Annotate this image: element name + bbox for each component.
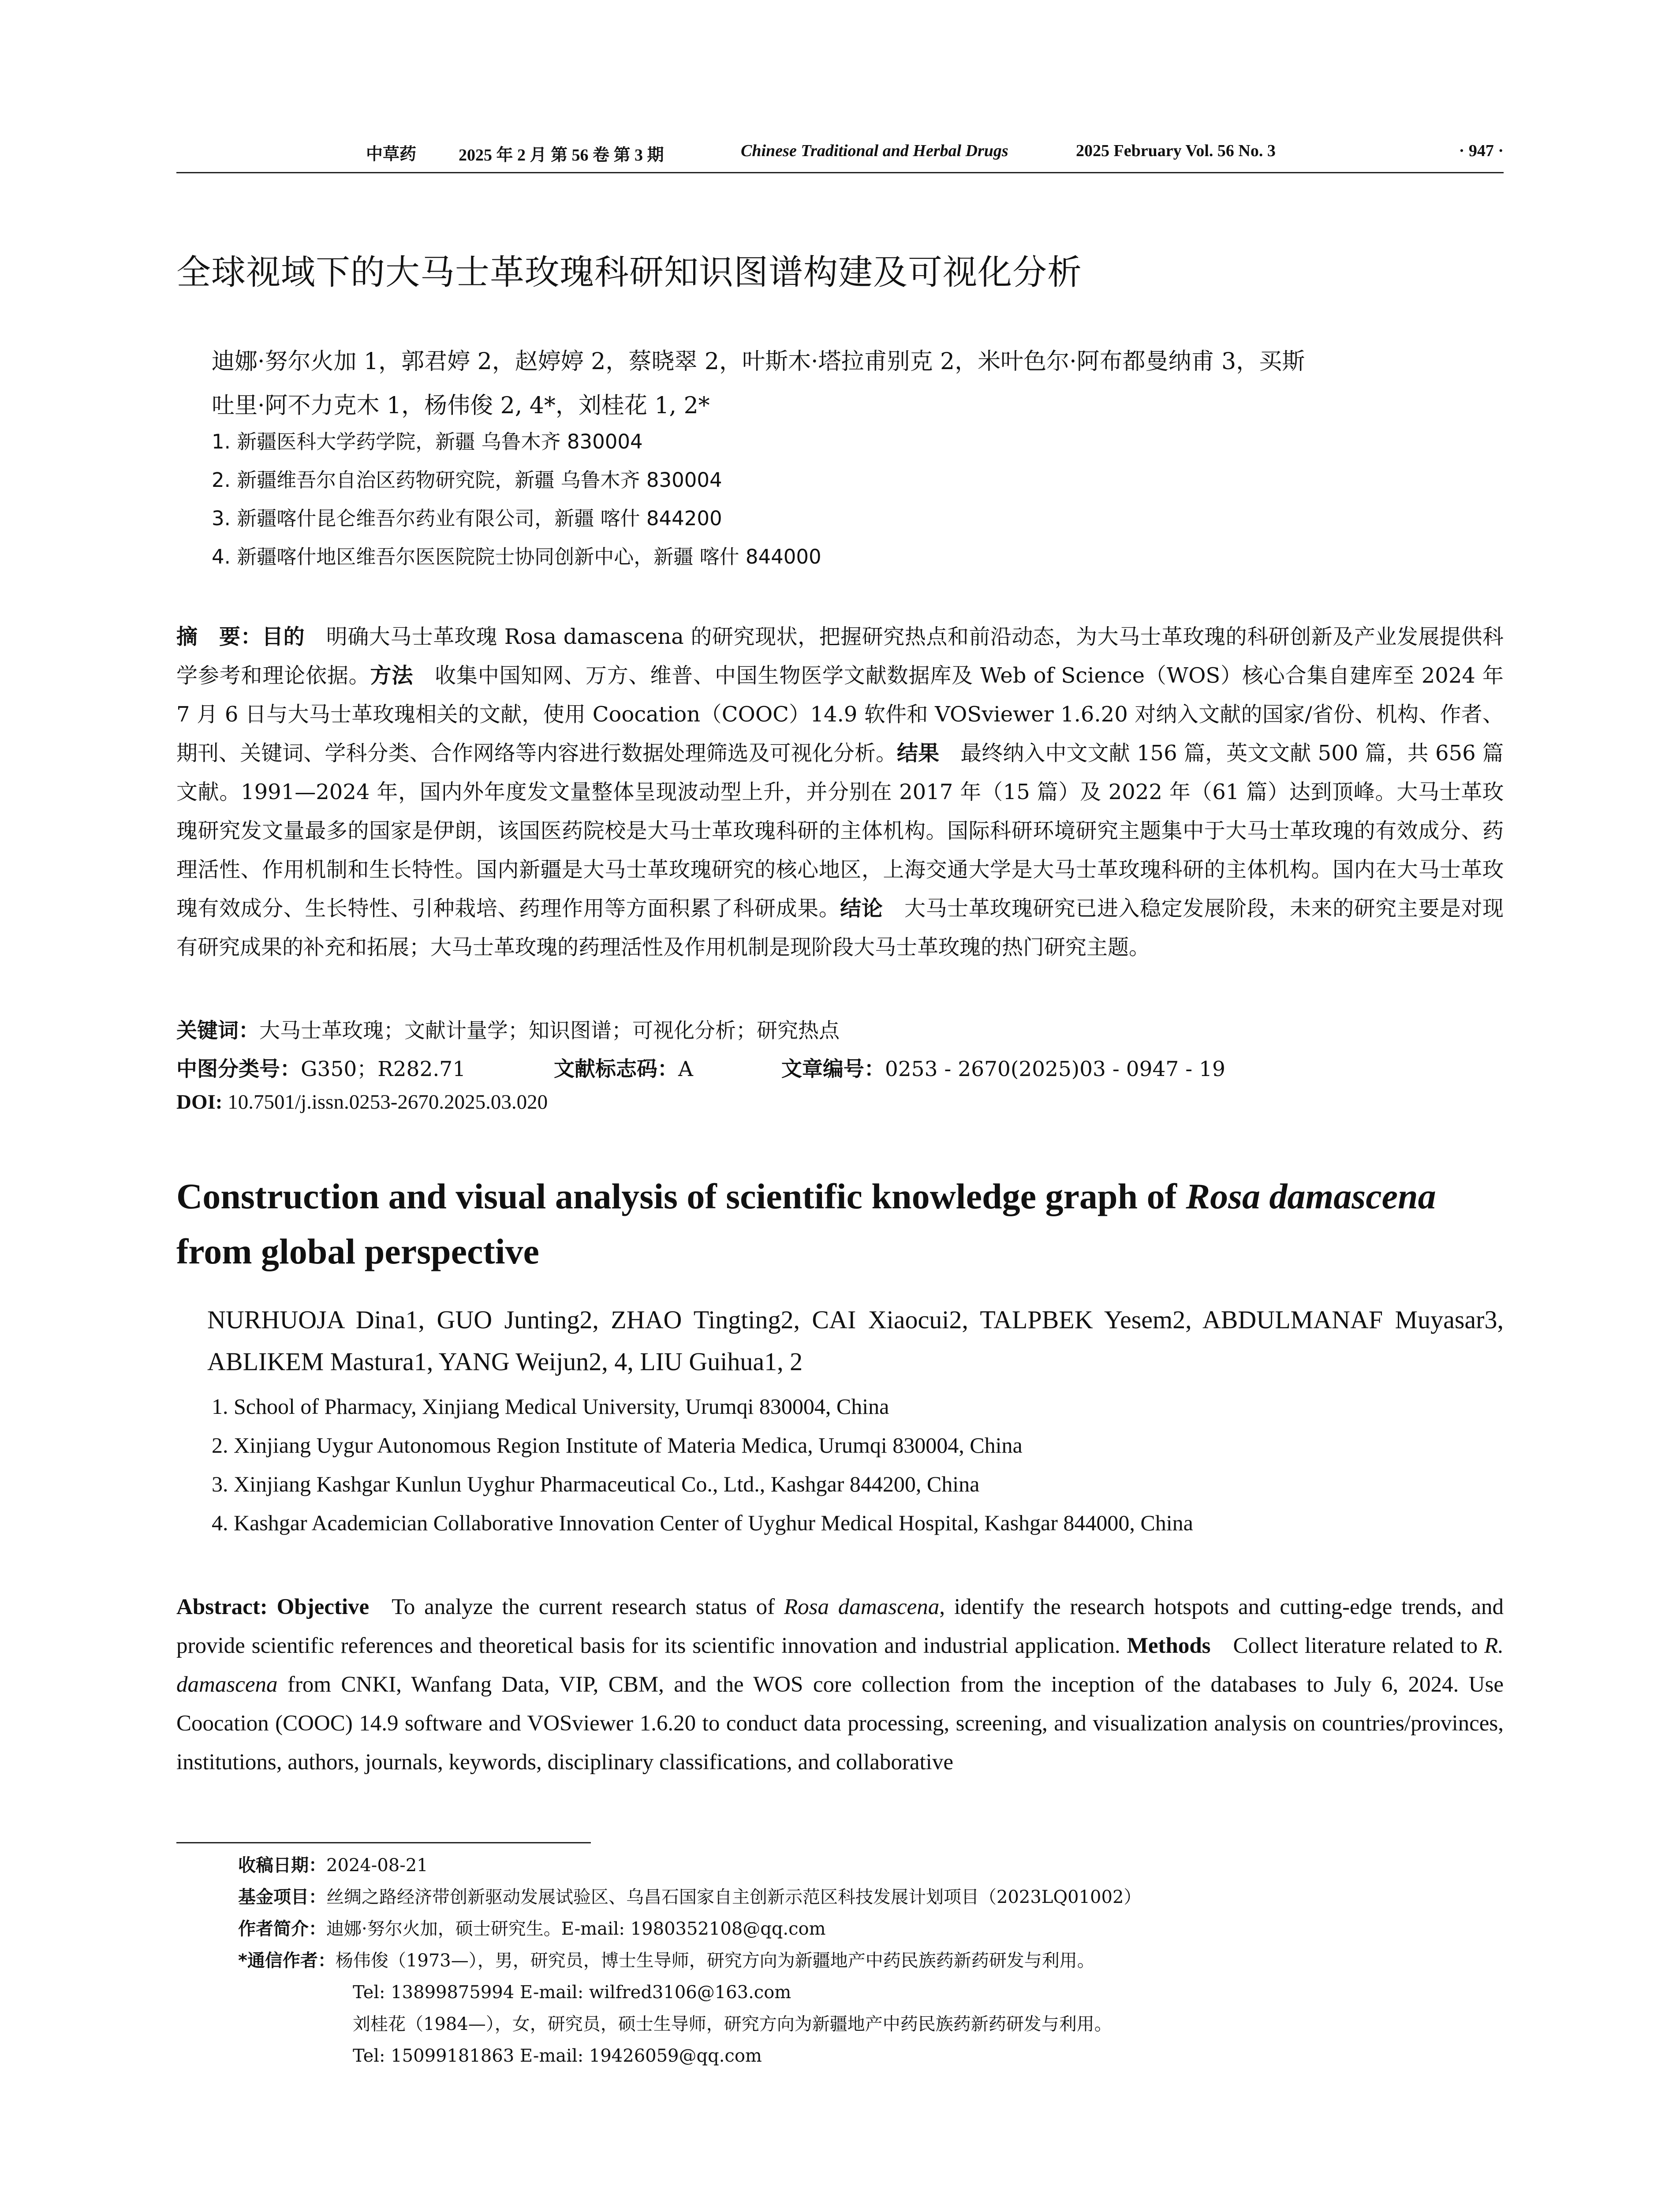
running-header: [176, 140, 1504, 167]
title-en-species: Rosa damascena: [1186, 1176, 1436, 1216]
doc-code-value: A: [678, 1057, 693, 1081]
objective-species-en: Rosa damascena: [784, 1595, 940, 1619]
received-label: 收稿日期：: [238, 1855, 326, 1876]
conclusion-label-cn: 结论: [840, 896, 883, 921]
received-value: 2024-08-21: [326, 1855, 428, 1876]
corresponding-author-2: 刘桂花（1984—），女，研究员，硕士生导师，研究方向为新疆地产中药民族药新药研发与利用。: [353, 2014, 1112, 2034]
clc-value: G350；R282.71: [301, 1057, 466, 1081]
abstract-en: [176, 1588, 1504, 1782]
footnote-corresponding: [238, 1947, 1095, 1974]
corresponding-contact-1: Tel: 13899875994 E-mail: wilfred3106@163.com: [353, 1982, 791, 2003]
methods-label-cn: 方法: [370, 663, 414, 688]
keywords-cn: [176, 1014, 840, 1044]
objective-text-en-b: , identify the research hotspots and cutting-edge trends, and provide scientific references and theoretical basis for its scientific innovation and industrial application.: [176, 1595, 1504, 1658]
methods-species-en: R. damascena: [176, 1633, 1504, 1697]
affiliation-cn-3: 3. 新疆喀什昆仑维吾尔药业有限公司，新疆 喀什 844200: [212, 507, 722, 530]
affiliation-en-2: 2. Xinjiang Uygur Autonomous Region Institute of Materia Medica, Urumqi 830004, China: [212, 1433, 1023, 1458]
bio-value: 迪娜·努尔火加，硕士研究生。E-mail: 1980352108@qq.com: [326, 1919, 826, 1939]
paper-title-cn: 全球视域下的大马士革玫瑰科研知识图谱构建及可视化分析: [176, 253, 1083, 292]
footnote-received: [238, 1852, 428, 1879]
objective-label-cn: 目的: [262, 624, 305, 649]
abstract-label-cn: 摘 要：: [176, 624, 262, 649]
affiliation-cn-1: 1. 新疆医科大学药学院，新疆 乌鲁木齐 830004: [212, 430, 643, 453]
clc-label: 中图分类号：: [176, 1057, 301, 1081]
corresponding-contact-2: Tel: 15099181863 E-mail: 19426059@qq.com: [353, 2046, 762, 2066]
footnote-author-bio: [238, 1916, 826, 1942]
results-label-cn: 结果: [897, 741, 940, 766]
affiliation-cn-2: 2. 新疆维吾尔自治区药物研究院，新疆 乌鲁木齐 830004: [212, 468, 722, 492]
bio-label: 作者简介：: [238, 1919, 326, 1939]
issue-date-en: 2025 February Vol. 56 No. 3: [1076, 142, 1276, 160]
affiliation-en-4: 4. Kashgar Academician Collaborative Innovation Center of Uyghur Medical Hospital, Kashgar 844000, China: [212, 1510, 1193, 1535]
objective-text-en-a: To analyze the current research status of: [392, 1595, 784, 1619]
paper-title-en: [176, 1169, 1504, 1279]
affiliation-en-1: 1. School of Pharmacy, Xinjiang Medical University, Urumqi 830004, China: [212, 1394, 889, 1419]
objective-text-cn: 明确大马士革玫瑰 Rosa damascena 的研究现状，把握研究热点和前沿动态，为大马士革玫瑰的科研创新及产业发展提供科学参考和理论依据。: [176, 624, 1504, 688]
page-number: · 947 ·: [1459, 142, 1504, 160]
footnote-divider: [176, 1842, 591, 1843]
issue-date-cn: 2025 年 2 月 第 56 卷 第 3 期: [459, 146, 664, 164]
affiliation-en-3: 3. Xinjiang Kashgar Kunlun Uyghur Pharmaceutical Co., Ltd., Kashgar 844200, China: [212, 1472, 980, 1496]
fund-value: 丝绸之路经济带创新驱动发展试验区、乌昌石国家自主创新示范区科技发展计划项目（2023LQ01002）: [326, 1887, 1142, 1907]
affiliation-cn-4: 4. 新疆喀什地区维吾尔医医院院士协同创新中心，新疆 喀什 844000: [212, 545, 821, 568]
article-number-label: 文章编号：: [781, 1057, 885, 1081]
methods-text-en-a: Collect literature related to: [1233, 1633, 1485, 1658]
abstract-cn: [176, 617, 1504, 967]
conclusion-text-cn: 大马士革玫瑰研究已进入稳定发展阶段，未来的研究主要是对现有研究成果的补充和拓展；大马士革玫瑰的药理活性及作用机制是现阶段大马士革玫瑰的热门研究主题。: [176, 896, 1504, 960]
doi-value: 10.7501/j.issn.0253-2670.2025.03.020: [228, 1091, 548, 1114]
doi-label: DOI:: [176, 1091, 223, 1114]
author-line-2: 吐里·阿不力克木 1，杨伟俊 2, 4*，刘桂花 1, 2*: [212, 392, 710, 419]
article-number-value: 0253 - 2670(2025)03 - 0947 - 19: [885, 1057, 1225, 1081]
classification-line: [176, 1053, 1225, 1082]
abstract-label-en: Abstract: Objective: [176, 1595, 370, 1619]
methods-text-en-b: from CNKI, Wanfang Data, VIP, CBM, and the WOS core collection from the inception of the databases to July 6, 2024. Use Coocation (COOC) 14.9 software and VOSviewer 1.6.20 to conduct data processing, screening, and visualization analysis on countries/provinces, institutions, authors, journals, keywords, disciplinary classifications, and collaborative: [176, 1672, 1504, 1775]
methods-text-cn: 收集中国知网、万方、维普、中国生物医学文献数据库及 Web of Science（WOS）核心合集自建库至 2024 年 7 月 6 日与大马士革玫瑰相关的文献，使用 Coocation（COOC）14.9 软件和 VOSviewer 1.6.20 对纳入文献的国家/省份、机构、作者、期刊、关键词、学科分类、合作网络等内容进行数据处理筛选及可视化分析。: [176, 663, 1504, 766]
journal-name-en: Chinese Traditional and Herbal Drugs: [741, 142, 1008, 160]
title-en-part2: from global perspective: [176, 1231, 539, 1271]
header-divider: [176, 172, 1504, 173]
keywords-label: 关键词：: [176, 1019, 259, 1043]
doc-code-label: 文献标志码：: [554, 1057, 679, 1081]
author-list-cn: [212, 340, 1504, 428]
title-en-part1: Construction and visual analysis of scientific knowledge graph of: [176, 1176, 1186, 1216]
doi-line: [176, 1090, 548, 1114]
corresponding-author-1: 杨伟俊（1973—），男，研究员，博士生导师，研究方向为新疆地产中药民族药新药研发与利用。: [335, 1951, 1095, 1971]
methods-label-en: Methods: [1127, 1633, 1211, 1658]
author-line-1: 迪娜·努尔火加 1，郭君婷 2，赵婷婷 2，蔡晓翠 2，叶斯木·塔拉甫别克 2，米叶色尔·阿布都曼纳甫 3，买斯: [212, 348, 1305, 375]
fund-label: 基金项目：: [238, 1887, 326, 1907]
results-text-cn: 最终纳入中文文献 156 篇，英文文献 500 篇，共 656 篇文献。1991—2024 年，国内外年度发文量整体呈现波动型上升，并分别在 2017 年（15 篇）及 2022 年（61 篇）达到顶峰。大马士革玫瑰研究发文量最多的国家是伊朗，该国医药院校是大马士革玫瑰科研的主体机构。国际科研环境研究主题集中于大马士革玫瑰的有效成分、药理活性、作用机制和生长特性。国内新疆是大马士革玫瑰研究的核心地区，上海交通大学是大马士革玫瑰科研的主体机构。国内在大马士革玫瑰有效成分、生长特性、引种栽培、药理作用等方面积累了科研成果。: [176, 741, 1504, 921]
author-list-en: NURHUOJA Dina1, GUO Junting2, ZHAO Tingting2, CAI Xiaocui2, TALPBEK Yesem2, ABDULMANAF Muyasar3, ABLIKEM Mastura1, YANG Weijun2, 4, LIU Guihua1, 2: [207, 1305, 1504, 1376]
keywords-value: 大马士革玫瑰；文献计量学；知识图谱；可视化分析；研究热点: [259, 1019, 840, 1043]
footnote-fund: [238, 1884, 1141, 1910]
journal-name-cn: 中草药: [366, 144, 417, 164]
corresponding-label: *通信作者：: [238, 1951, 336, 1971]
